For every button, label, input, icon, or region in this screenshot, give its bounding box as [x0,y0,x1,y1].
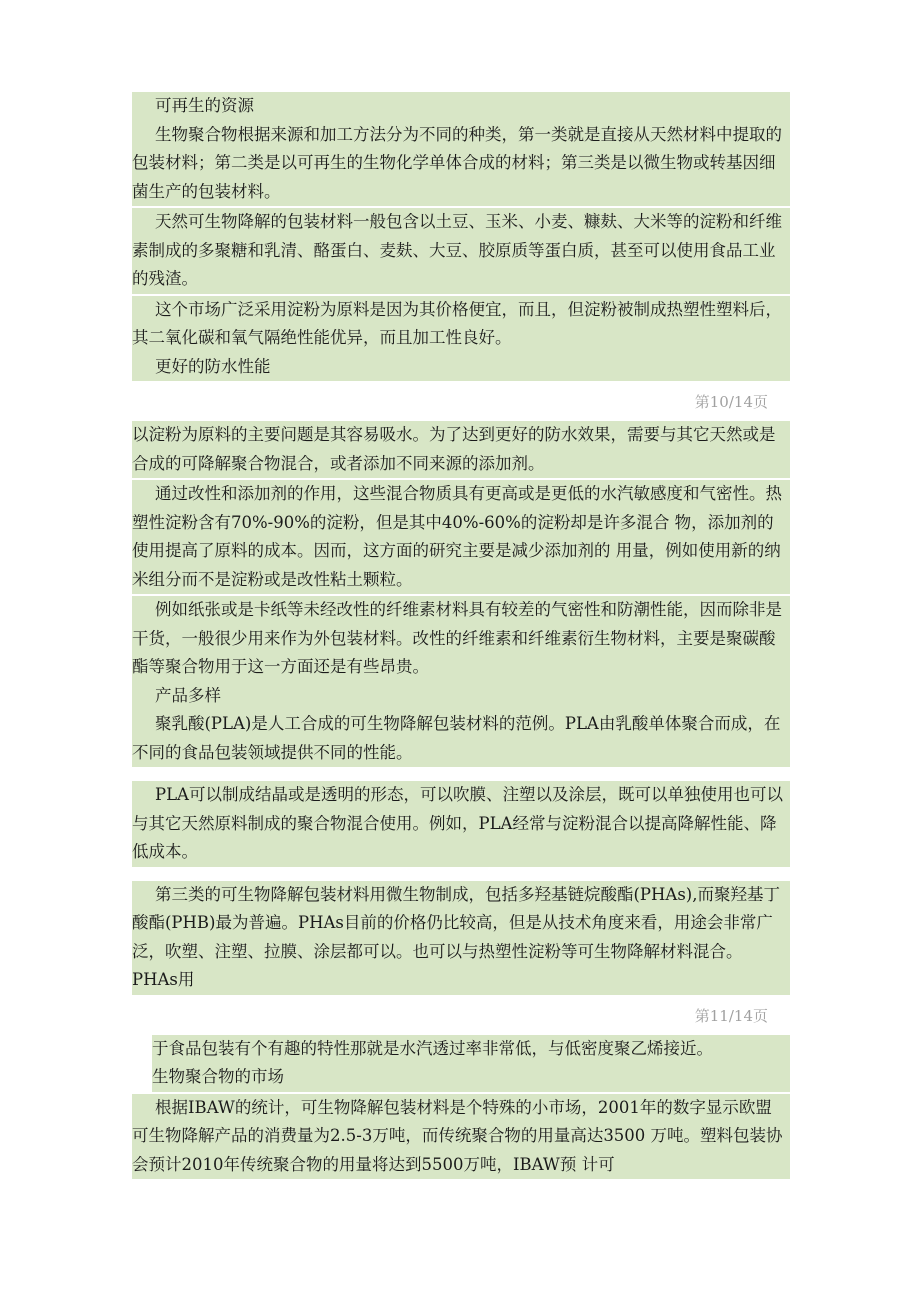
section-heading: 产品多样 [132,682,790,711]
paragraph: 以淀粉为原料的主要问题是其容易吸水。为了达到更好的防水效果，需要与其它天然或是合成的可降解聚合物混合，或者添加不同来源的添加剂。 [132,421,790,478]
paragraph: 聚乳酸(PLA)是人工合成的可生物降解包装材料的范例。PLA由乳酸单体聚合而成，在不同的食品包装领域提供不同的性能。 [132,710,790,767]
paragraph: 第三类的可生物降解包装材料用微生物制成，包括多羟基链烷酸酯(PHAs),而聚羟基丁酸酯(PHB)最为普遍。PHAs目前的价格仍比较高，但是从技术角度来看，用途会非常广泛，吹塑、注塑、拉膜、涂层都可以。也可以与热塑性淀粉等可生物降解材料混合。PHAs用 [132,881,790,995]
page-number: 第11/14页 [694,1006,768,1025]
paragraph: 这个市场广泛采用淀粉为原料是因为其价格便宜，而且，但淀粉被制成热塑性塑料后，其二氧化碳和氧气隔绝性能优异，而且加工性良好。 [132,296,790,353]
paragraph: 天然可生物降解的包装材料一般包含以土豆、玉米、小麦、糠麸、大米等的淀粉和纤维素制成的多聚糖和乳清、酪蛋白、麦麸、大豆、胶原质等蛋白质，甚至可以使用食品工业的残渣。 [132,208,790,294]
paragraph: 根据IBAW的统计，可生物降解包装材料是个特殊的小市场，2001年的数字显示欧盟可生物降解产品的消费量为2.5-3万吨，而传统聚合物的用量高达3500 万吨。塑料包装协会预计2010年传统聚合物的用量将达到5500万吨，IBAW预 计可 [132,1094,790,1180]
paragraph: 通过改性和添加剂的作用，这些混合物质具有更高或是更低的水汽敏感度和气密性。热塑性淀粉含有70%-90%的淀粉，但是其中40%-60%的淀粉却是许多混合 物，添加剂的使用提高了原料的成本。因而，这方面的研究主要是减少添加剂的 用量，例如使用新的纳米组分而不是淀粉或是改性粘土颗粒。 [132,480,790,594]
section-heading: 更好的防水性能 [132,353,790,382]
paragraph: 于食品包装有个有趣的特性那就是水汽透过率非常低，与低密度聚乙烯接近。 [152,1035,790,1064]
paragraph: PLA可以制成结晶或是透明的形态，可以吹膜、注塑以及涂层，既可以单独使用也可以与其它天然原料制成的聚合物混合使用。例如，PLA经常与淀粉混合以提高降解性能、降低成本。 [132,781,790,867]
paragraph: 例如纸张或是卡纸等未经改性的纤维素材料具有较差的气密性和防潮性能，因而除非是干货，一般很少用来作为外包装材料。改性的纤维素和纤维素衍生物材料，主要是聚碳酸酯等聚合物用于这一方面还是有些昂贵。 [132,596,790,682]
paragraph: 生物聚合物根据来源和加工方法分为不同的种类，第一类就是直接从天然材料中提取的包装材料；第二类是以可再生的生物化学单体合成的材料；第三类是以微生物或转基因细菌生产的包装材料。 [132,121,790,207]
section-heading: 生物聚合物的市场 [152,1063,790,1092]
page-number: 第10/14页 [694,393,768,411]
document-body [132,92,790,1179]
section-heading: 可再生的资源 [132,92,790,121]
